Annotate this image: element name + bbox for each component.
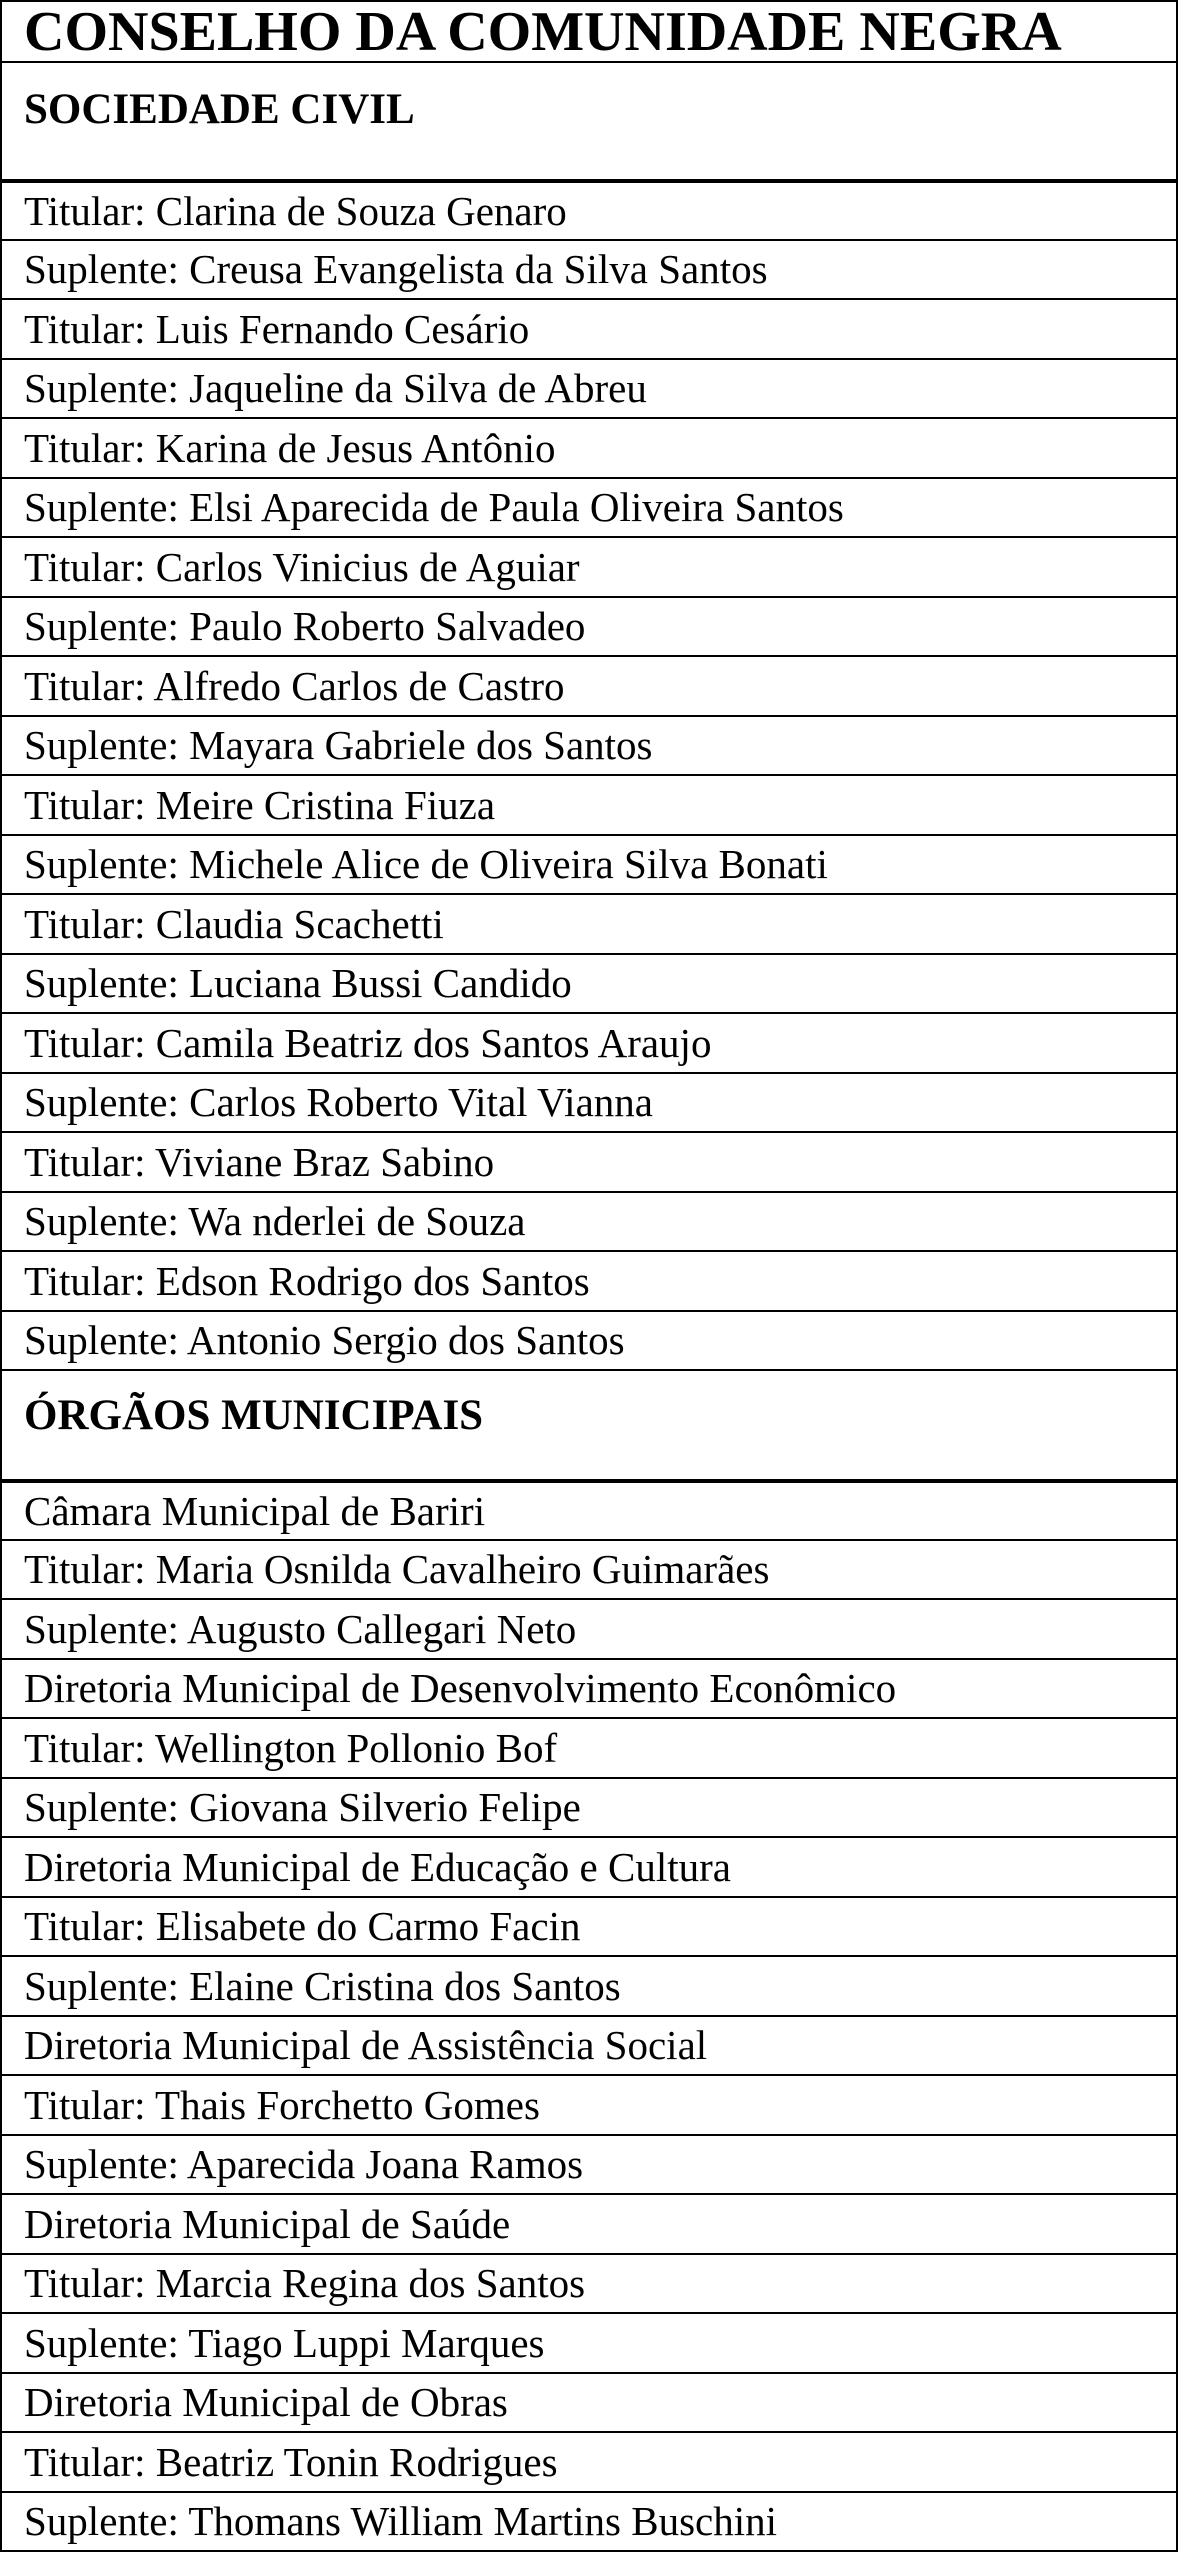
table-row: Titular: Beatriz Tonin Rodrigues: [0, 2433, 1178, 2493]
table-row: Titular: Thais Forchetto Gomes: [0, 2076, 1178, 2136]
section-heading-sociedade-civil: SOCIEDADE CIVIL: [0, 63, 1178, 181]
section-heading-orgaos-municipais: ÓRGÃOS MUNICIPAIS: [0, 1371, 1178, 1481]
table-row: Titular: Viviane Braz Sabino: [0, 1133, 1178, 1193]
table-row: Titular: Claudia Scachetti: [0, 895, 1178, 955]
table-row: Diretoria Municipal de Educação e Cultura: [0, 1838, 1178, 1898]
table-row: Suplente: Antonio Sergio dos Santos: [0, 1312, 1178, 1372]
table-row: Diretoria Municipal de Saúde: [0, 2195, 1178, 2255]
table-row: Suplente: Wa nderlei de Souza: [0, 1193, 1178, 1253]
table-row: Titular: Meire Cristina Fiuza: [0, 776, 1178, 836]
table-row: Titular: Wellington Pollonio Bof: [0, 1719, 1178, 1779]
table-row: Câmara Municipal de Bariri: [0, 1481, 1178, 1541]
table-row: Suplente: Carlos Roberto Vital Vianna: [0, 1074, 1178, 1134]
table-row: Suplente: Michele Alice de Oliveira Silva Bonati: [0, 836, 1178, 896]
table-row: Suplente: Giovana Silverio Felipe: [0, 1779, 1178, 1839]
table-row: Suplente: Aparecida Joana Ramos: [0, 2136, 1178, 2196]
table-row: Suplente: Tiago Luppi Marques: [0, 2314, 1178, 2374]
table-row: Diretoria Municipal de Assistência Social: [0, 2017, 1178, 2077]
table-row: Diretoria Municipal de Obras: [0, 2374, 1178, 2434]
table-row: Suplente: Elaine Cristina dos Santos: [0, 1957, 1178, 2017]
table-row: Diretoria Municipal de Desenvolvimento Econômico: [0, 1660, 1178, 1720]
table-row: Titular: Luis Fernando Cesário: [0, 300, 1178, 360]
table-row: Suplente: Elsi Aparecida de Paula Oliveira Santos: [0, 479, 1178, 539]
table-row: Suplente: Jaqueline da Silva de Abreu: [0, 360, 1178, 420]
table-row: Titular: Marcia Regina dos Santos: [0, 2255, 1178, 2315]
document-title: CONSELHO DA COMUNIDADE NEGRA: [0, 0, 1178, 63]
table-row: Suplente: Augusto Callegari Neto: [0, 1600, 1178, 1660]
table-row: Titular: Maria Osnilda Cavalheiro Guimarães: [0, 1541, 1178, 1601]
table-row: Titular: Alfredo Carlos de Castro: [0, 657, 1178, 717]
table-row: Titular: Elisabete do Carmo Facin: [0, 1898, 1178, 1958]
table-row: Suplente: Creusa Evangelista da Silva Santos: [0, 241, 1178, 301]
table-row: Suplente: Mayara Gabriele dos Santos: [0, 717, 1178, 777]
table-row: Titular: Camila Beatriz dos Santos Araujo: [0, 1014, 1178, 1074]
table-row: Titular: Karina de Jesus Antônio: [0, 419, 1178, 479]
table-row: Suplente: Luciana Bussi Candido: [0, 955, 1178, 1015]
table-row: Titular: Carlos Vinicius de Aguiar: [0, 538, 1178, 598]
table-row: Titular: Edson Rodrigo dos Santos: [0, 1252, 1178, 1312]
table-row: Titular: Clarina de Souza Genaro: [0, 181, 1178, 241]
table-row: Suplente: Thomans William Martins Buschini: [0, 2493, 1178, 2553]
table-row: Suplente: Paulo Roberto Salvadeo: [0, 598, 1178, 658]
